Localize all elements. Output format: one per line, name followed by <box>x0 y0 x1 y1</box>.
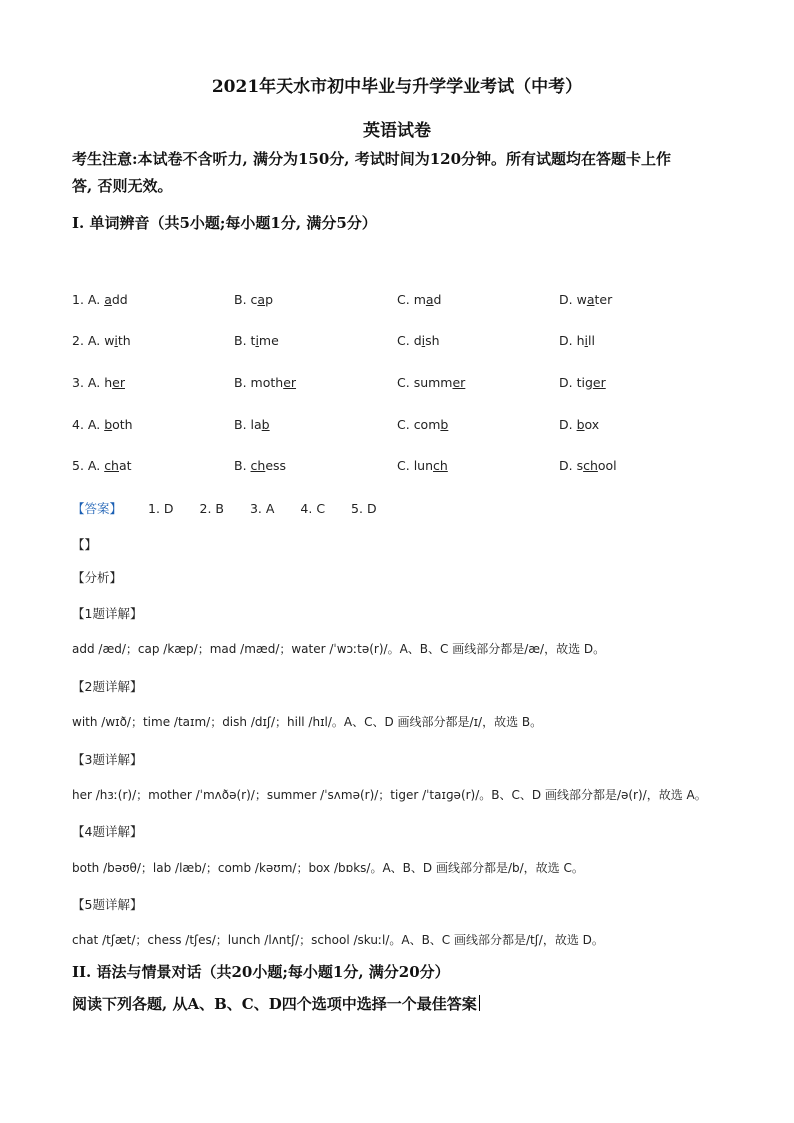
detail-head-5: 【5题详解】 <box>72 897 143 912</box>
word-prefix: la <box>250 417 262 432</box>
answer-item: 4. C <box>300 501 326 516</box>
underlined-letters: i <box>584 333 588 348</box>
underlined-letters: a <box>586 292 595 307</box>
underlined-letters: a <box>425 292 434 307</box>
option-label: 4. A. <box>72 417 105 432</box>
option-label: B. <box>234 333 251 348</box>
underlined-letters: b <box>261 417 270 432</box>
section-2-heading: II. 语法与情景对话（共20小题;每小题1分, 满分20分） <box>72 963 450 981</box>
option-label: C. <box>397 333 414 348</box>
word-prefix: w <box>104 333 115 348</box>
option-label: C. <box>397 417 414 432</box>
word-suffix: p <box>265 292 274 307</box>
option-label: D. <box>559 292 577 307</box>
option-label: C. <box>397 375 414 390</box>
option-d <box>559 417 599 432</box>
notice-line-2: 答, 否则无效。 <box>72 177 173 195</box>
exam-title: 2021年天水市初中毕业与升学学业考试（中考） <box>211 77 583 97</box>
option-label: 5. A. <box>72 458 105 473</box>
option-label: 3. A. <box>72 375 105 390</box>
underlined-letters: ch <box>250 458 266 473</box>
question-row <box>72 333 732 353</box>
detail-text-5: chat /tʃæt/；chess /tʃes/；lunch /lʌntʃ/；school /skuːl/。A、B、C 画线部分都是/tʃ/，故选 D。 <box>72 933 604 947</box>
option-b <box>234 292 273 307</box>
option-label: C. <box>397 292 414 307</box>
underlined-letters: a <box>257 292 266 307</box>
option-label: 2. A. <box>72 333 105 348</box>
question-row <box>72 292 732 312</box>
option-b <box>234 417 270 432</box>
underlined-letters: er <box>283 375 297 390</box>
option-label: D. <box>559 375 577 390</box>
underlined-letters: ch <box>104 458 119 473</box>
option-label: D. <box>559 458 577 473</box>
underlined-letters: i <box>421 333 426 348</box>
option-label: D. <box>559 417 577 432</box>
option-a <box>72 292 128 307</box>
option-d <box>559 292 612 307</box>
option-a <box>72 458 132 473</box>
option-d <box>559 333 595 348</box>
option-b <box>234 333 279 348</box>
word-suffix: ll <box>588 333 595 348</box>
detail-text-1: add /æd/；cap /kæp/；mad /mæd/；water /ˈwɔːtə(r)/。A、B、C 画线部分都是/æ/，故选 D。 <box>72 642 606 656</box>
detail-head-3: 【3题详解】 <box>72 752 143 767</box>
option-label: B. <box>234 375 251 390</box>
underlined-letters: ch <box>433 458 448 473</box>
word-suffix: dd <box>111 292 128 307</box>
option-b <box>234 458 286 473</box>
text-cursor <box>479 995 480 1011</box>
underlined-letters: i <box>255 333 259 348</box>
option-c <box>397 458 448 473</box>
answer-line <box>72 499 377 517</box>
detail-text-4: both /bəʊθ/；lab /læb/；comb /kəʊm/；box /bɒks/。A、B、D 画线部分都是/b/，故选 C。 <box>72 861 584 875</box>
option-label: D. <box>559 333 577 348</box>
notice-line-1: 考生注意:本试卷不含听力, 满分为150分, 考试时间为120分钟。所有试题均在答题卡上作 <box>72 150 672 168</box>
option-c <box>397 375 465 390</box>
detail-text-3: her /hɜː(r)/；mother /ˈmʌðə(r)/；summer /ˈsʌmə(r)/；tiger /ˈtaɪɡə(r)/。B、C、D 画线部分都是/ə(r)/，故选 A。 <box>72 788 707 802</box>
option-d <box>559 458 617 473</box>
option-a <box>72 375 125 390</box>
option-label: 1. A. <box>72 292 105 307</box>
underlined-letters: b <box>576 417 585 432</box>
question-row <box>72 458 732 478</box>
underlined-letters: er <box>592 375 606 390</box>
detail-head-2: 【2题详解】 <box>72 679 143 694</box>
answer-item: 2. B <box>199 501 224 516</box>
detail-head-4: 【4题详解】 <box>72 824 143 839</box>
word-suffix: oth <box>112 417 133 432</box>
exam-notice <box>72 146 732 200</box>
word-suffix: at <box>118 458 132 473</box>
section-2-instruction <box>72 993 480 1014</box>
option-c <box>397 292 441 307</box>
word-prefix: h <box>104 375 113 390</box>
option-label: B. <box>234 292 251 307</box>
word-prefix: w <box>576 292 587 307</box>
underlined-letters: b <box>104 417 113 432</box>
question-row <box>72 375 732 395</box>
underlined-letters: er <box>452 375 466 390</box>
word-prefix: c <box>250 292 258 307</box>
section-1-heading: I. 单词辨音（共5小题;每小题1分, 满分5分） <box>72 214 377 232</box>
option-label: B. <box>234 417 251 432</box>
word-suffix: ox <box>584 417 600 432</box>
instruction-text: 阅读下列各题, 从A、B、C、D四个选项中选择一个最佳答案 <box>72 995 477 1013</box>
option-a <box>72 417 133 432</box>
underlined-letters: i <box>114 333 118 348</box>
question-row <box>72 417 732 437</box>
option-c <box>397 417 448 432</box>
empty-tag: 【】 <box>72 537 98 552</box>
word-suffix: ess <box>265 458 287 473</box>
word-suffix: ter <box>594 292 613 307</box>
word-prefix: moth <box>250 375 284 390</box>
answer-item: 1. D <box>148 501 174 516</box>
word-prefix: tig <box>576 375 593 390</box>
option-label: C. <box>397 458 414 473</box>
underlined-letters: ch <box>583 458 598 473</box>
option-label: B. <box>234 458 251 473</box>
underlined-letters: b <box>440 417 449 432</box>
word-prefix: lun <box>413 458 434 473</box>
answer-item: 5. D <box>351 501 377 516</box>
word-prefix: s <box>576 458 584 473</box>
word-suffix: ool <box>597 458 617 473</box>
word-prefix: d <box>413 333 422 348</box>
answer-tag: 【答案】 <box>72 501 123 516</box>
underlined-letters: er <box>112 375 125 390</box>
word-prefix: h <box>576 333 585 348</box>
option-b <box>234 375 296 390</box>
underlined-letters: a <box>104 292 112 307</box>
option-a <box>72 333 131 348</box>
option-d <box>559 375 606 390</box>
word-suffix: sh <box>425 333 440 348</box>
word-prefix: summ <box>413 375 453 390</box>
exam-subtitle: 英语试卷 <box>363 121 431 141</box>
analysis-tag: 【分析】 <box>72 570 123 585</box>
word-suffix: d <box>433 292 442 307</box>
word-prefix: m <box>413 292 426 307</box>
detail-head-1: 【1题详解】 <box>72 606 143 621</box>
answer-item: 3. A <box>249 501 275 516</box>
word-suffix: th <box>117 333 131 348</box>
detail-text-2: with /wɪð/；time /taɪm/；dish /dɪʃ/；hill /hɪl/。A、C、D 画线部分都是/ɪ/，故选 B。 <box>72 715 543 729</box>
option-c <box>397 333 440 348</box>
word-suffix: me <box>258 333 279 348</box>
word-prefix: t <box>250 333 256 348</box>
word-prefix: com <box>413 417 441 432</box>
